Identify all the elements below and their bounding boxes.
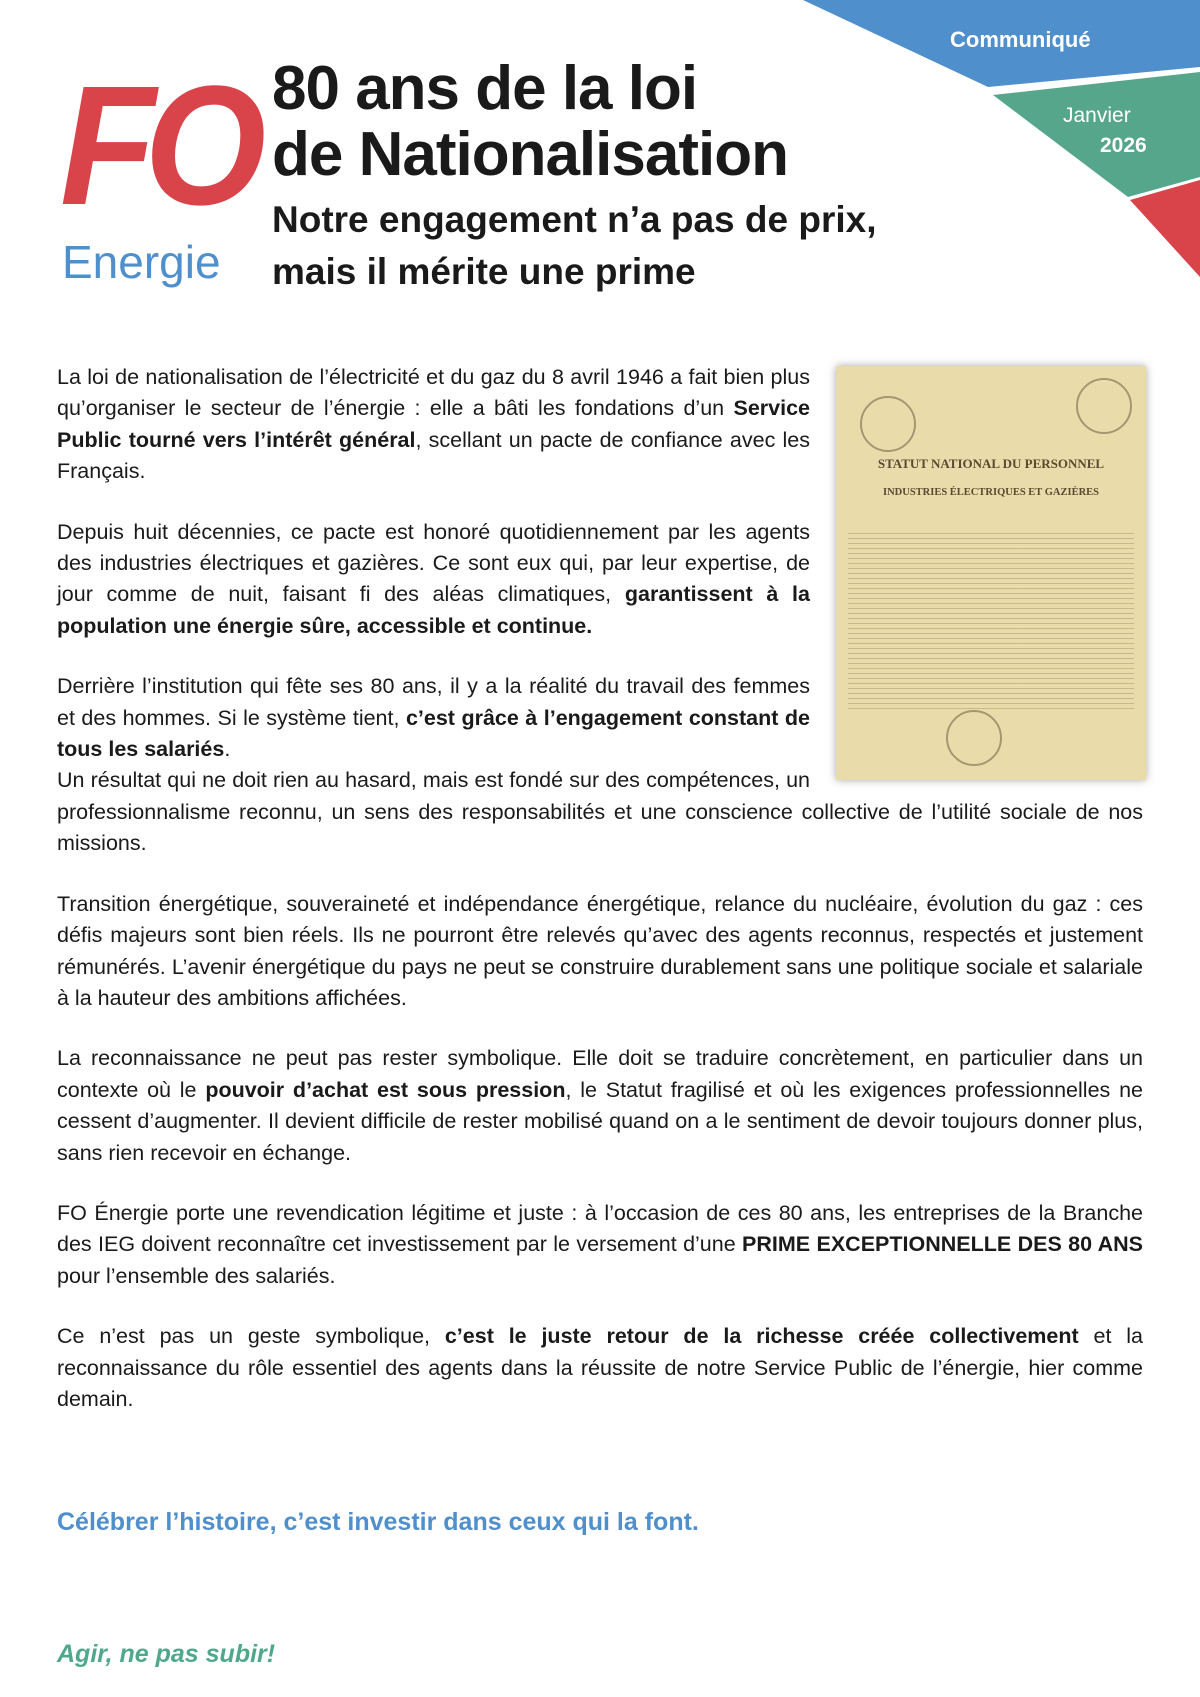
text: Ce n’est pas un geste symbolique, [57, 1324, 445, 1349]
stamp-icon [1076, 378, 1132, 434]
text: Transition énergétique, souveraineté et indépendance énergétique, relance du nucléaire, évolution du gaz : ces défis majeurs sont bien réels. Ils ne pourront être relevés qu’avec des agents reconnus, respectés et justement rémunérés. L’avenir énergétique du pays ne peut se construire durablement sans une politique sociale et salariale à la hauteur des ambitions affichées. [57, 891, 1143, 1010]
bold-text: c’est le juste retour de la richesse créée collectivement [444, 1324, 1079, 1349]
stamp-icon [860, 396, 916, 452]
text: Derrière l’institution qui fête ses 80 ans, il y a la réalité du travail des femmes et des hommes. Si le système tient, [57, 674, 810, 730]
text: pour l’ensemble des salariés. [57, 1263, 336, 1288]
energie-logo-text: Energie [62, 236, 221, 288]
document-text-lines [848, 529, 1134, 709]
text: , le Statut fragilisé et où les exigences professionnelles ne cessent d’augmenter. Il devient difficile de rester mobilisé quand on a le sentiment de devoir toujours donner plus, sans rien recevoir en échange. [57, 1077, 1143, 1165]
page-subtitle [272, 194, 876, 298]
title-line: de Nationalisation [272, 120, 788, 189]
red-banner [1130, 180, 1200, 277]
bold-text: pouvoir d’achat est sous pression [205, 1077, 566, 1102]
text: et la reconnaissance du rôle essentiel des agents dans la réussite de notre Service Public de l’énergie, hier comme demain. [57, 1324, 1143, 1411]
paragraph [57, 1321, 1143, 1415]
year-label: 2026 [1100, 134, 1147, 157]
stamp-icon [946, 710, 1002, 766]
text: La reconnaissance ne peut pas rester symbolique. Elle doit se traduire concrètement, en particulier dans un contexte où le [57, 1046, 1143, 1102]
paragraph [57, 889, 1143, 1015]
text: Un résultat qui ne doit rien au hasard, mais est fondé sur des compétences, un professionnalisme reconnu, un sens des responsabilités et une conscience collective de l’utilité sociale de nos missions. [57, 768, 1143, 856]
text: FO Énergie porte une revendication légitime et juste : à l’occasion de ces 80 ans, les entreprises de la Branche des IEG doivent reconnaître cet investissement par le versement d’une [57, 1200, 1143, 1257]
text: , scellant un pacte de confiance avec les Français. [57, 427, 810, 484]
text: Depuis huit décennies, ce pacte est honoré quotidiennement par les agents des industries électriques et gazières. Ce sont eux qui, par leur expertise, de jour comme de nuit, faisant fi des aléas climatiques, [57, 519, 810, 607]
statut-document-image [836, 366, 1146, 780]
bold-text: c’est grâce à l’engagement constant de tous les salariés [57, 705, 810, 762]
union-motto: Agir, ne pas subir! [57, 1640, 276, 1668]
bold-text: PRIME EXCEPTIONNELLE DES 80 ANS [742, 1232, 1144, 1257]
subtitle-line: Notre engagement n’a pas de prix, [272, 199, 877, 240]
article-body [57, 362, 1143, 1444]
green-banner [993, 72, 1200, 197]
doc-type-label: Communiqué [950, 27, 1091, 52]
document-subtitle: INDUSTRIES ÉLECTRIQUES ET GAZIÈRES [882, 487, 1099, 498]
closing-tagline: Célébrer l’histoire, c’est investir dans ceux qui la font. [57, 1508, 699, 1536]
page-title [272, 56, 788, 188]
subtitle-line: mais il mérite une prime [272, 251, 696, 292]
text: La loi de nationalisation de l’électricité et du gaz du 8 avril 1946 a fait bien plus qu’organiser le secteur de l’énergie : elle a bâti les fondations d’un [57, 365, 810, 421]
document-title: STATUT NATIONAL DU PERSONNEL [877, 456, 1105, 471]
paragraph [57, 1198, 1143, 1292]
title-line: 80 ans de la loi [272, 54, 698, 123]
fo-logo: FO [60, 51, 256, 241]
month-label: Janvier [1063, 104, 1131, 127]
bold-text: Service Public tourné vers l’intérêt général [57, 396, 810, 452]
text: . [224, 737, 231, 762]
paragraph [57, 1043, 1143, 1169]
bold-text: garantissent à la population une énergie sûre, accessible et continue. [57, 582, 810, 638]
